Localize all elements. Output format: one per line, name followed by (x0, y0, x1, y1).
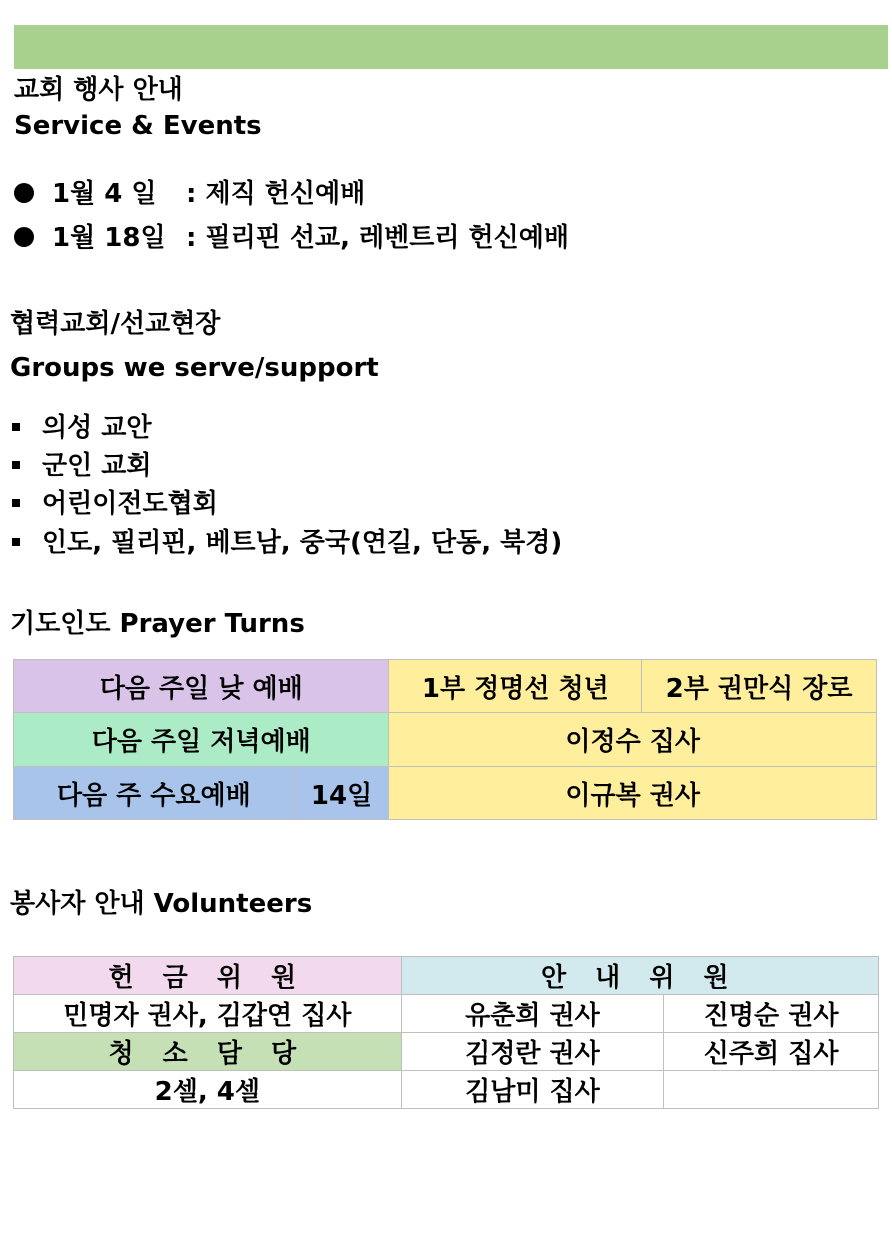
prayer-wednesday-leader: 이규복 권사 (389, 767, 877, 820)
event-desc: : 제직 헌신예배 (186, 179, 366, 209)
table-row (14, 1033, 879, 1071)
prayer-sunday-evening-leader: 이정수 집사 (389, 713, 877, 767)
table-row (14, 1071, 879, 1109)
usher-name: 진명순 권사 (664, 995, 879, 1033)
group-item-label: 군인 교회 (42, 451, 152, 481)
bullet-dot-icon (14, 183, 34, 203)
table-row (14, 957, 879, 995)
volunteers-title: 봉사자 안내 Volunteers (10, 889, 313, 919)
table-row (14, 767, 877, 820)
bullet-square-icon (12, 461, 20, 469)
events-title-ko: 교회 행사 안내 (14, 75, 183, 105)
event-date: 1월 4 일 (52, 179, 157, 209)
event-date: 1월 18일 (52, 223, 166, 253)
cleaning-header: 청 소 담 당 (14, 1033, 402, 1071)
event-desc: : 필리핀 선교, 레벤트리 헌신예배 (186, 223, 569, 253)
events-title-en: Service & Events (14, 111, 262, 141)
group-item-label: 인도, 필리핀, 베트남, 중국(연길, 단동, 북경) (42, 528, 563, 558)
table-row (14, 713, 877, 767)
bullet-dot-icon (14, 227, 34, 247)
groups-title-en: Groups we serve/support (10, 353, 379, 383)
group-item (12, 410, 152, 446)
usher-name: 김정란 권사 (401, 1033, 664, 1071)
event-item (14, 176, 365, 212)
usher-header: 안 내 위 원 (401, 957, 878, 995)
event-item (14, 220, 569, 256)
prayer-second-service-leader: 2부 권만식 장로 (642, 660, 877, 713)
groups-title-ko: 협력교회/선교현장 (10, 309, 221, 339)
bullet-square-icon (12, 423, 20, 431)
header-bar (14, 25, 888, 69)
table-row (14, 660, 877, 713)
usher-name: 유춘희 권사 (401, 995, 664, 1033)
usher-name (664, 1071, 879, 1109)
usher-name: 신주희 집사 (664, 1033, 879, 1071)
prayer-table (13, 659, 877, 820)
group-item (12, 525, 562, 561)
cleaning-names: 2셀, 4셀 (14, 1071, 402, 1109)
offering-names: 민명자 권사, 김갑연 집사 (14, 995, 402, 1033)
group-item (12, 448, 152, 484)
usher-name: 김남미 집사 (401, 1071, 664, 1109)
prayer-wednesday-day: 14일 (294, 767, 389, 820)
prayer-title: 기도인도 Prayer Turns (10, 609, 305, 639)
group-item-label: 어린이전도협회 (42, 489, 218, 519)
prayer-sunday-evening-label: 다음 주일 저녁예배 (14, 713, 389, 767)
volunteers-table (13, 956, 879, 1109)
group-item-label: 의성 교안 (42, 413, 152, 443)
prayer-first-service-leader: 1부 정명선 청년 (389, 660, 642, 713)
prayer-wednesday-label: 다음 주 수요예배 (14, 767, 295, 820)
prayer-sunday-morning-label: 다음 주일 낮 예배 (14, 660, 389, 713)
group-item (12, 486, 218, 522)
offering-header: 헌 금 위 원 (14, 957, 402, 995)
bullet-square-icon (12, 538, 20, 546)
bullet-square-icon (12, 499, 20, 507)
table-row (14, 995, 879, 1033)
